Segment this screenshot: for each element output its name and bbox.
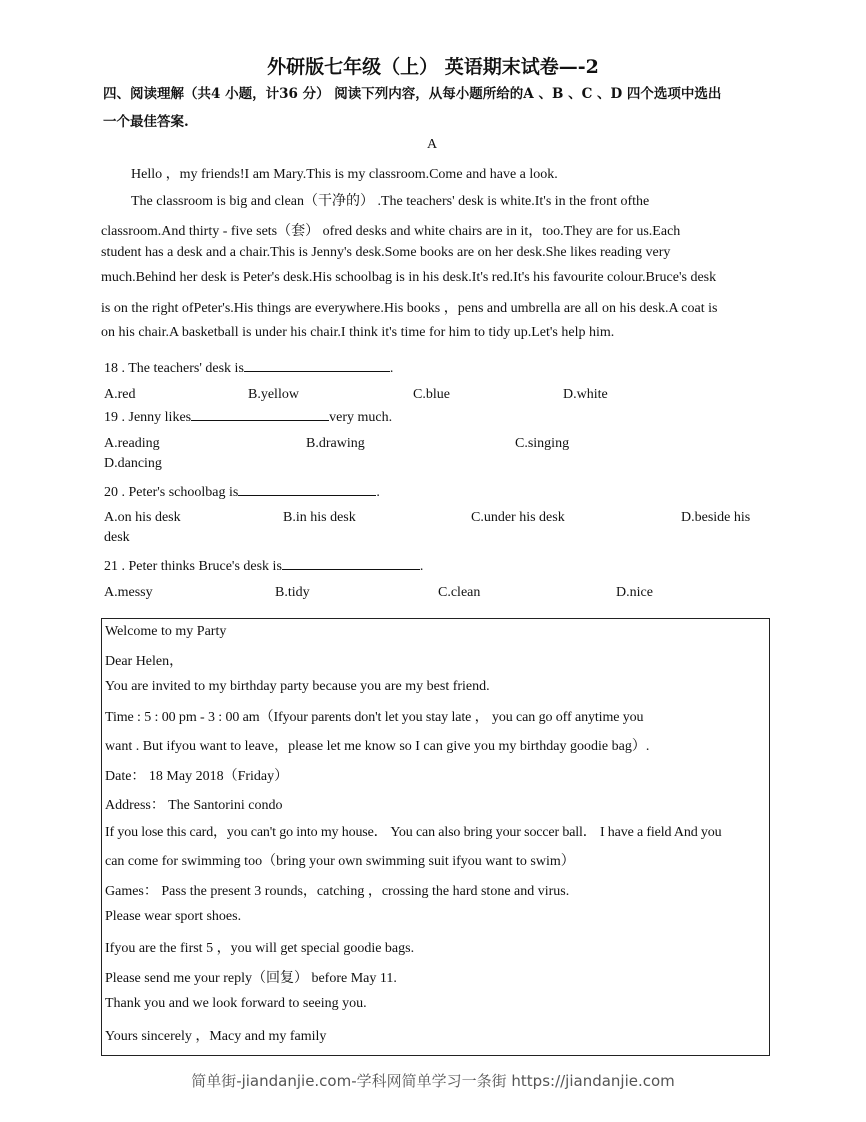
question-stem: 19 . Jenny likes xyxy=(104,410,192,425)
question-21: 21 . Peter thinks Bruce's desk is . xyxy=(104,559,424,574)
invitation-line: You are invited to my birthday party because you are my best friend. xyxy=(105,679,490,694)
question-20: 20 . Peter's schoolbag is . xyxy=(104,485,380,500)
invitation-games: Games： Pass the present 3 rounds，catching ，crossing the hard stone and virus. xyxy=(105,884,570,899)
passage-line: The classroom is big and clean（干净的） .The teachers' desk is white.It's in the front ofthe xyxy=(131,194,650,209)
invitation-date: Date： 18 May 2018（Friday） xyxy=(105,769,289,784)
option-a[interactable]: A.reading xyxy=(104,436,160,451)
option-d[interactable]: D.white xyxy=(563,387,608,402)
question-stem: 21 . Peter thinks Bruce's desk is xyxy=(104,559,282,574)
invitation-address: Address： The Santorini condo xyxy=(105,798,283,813)
answer-blank[interactable] xyxy=(238,483,376,496)
invitation-line: Ifyou are the first 5 ，you will get special goodie bags. xyxy=(105,941,415,956)
passage-line: on his chair.A basketball is under his chair.I think it's time for him to tidy up.Let's help him. xyxy=(101,325,615,340)
invitation-signature: Yours sincerely ，Macy and my family xyxy=(105,1029,327,1044)
question-18: 18 . The teachers' desk is . xyxy=(104,361,394,376)
option-d-continued: desk xyxy=(104,530,130,545)
option-b[interactable]: B.yellow xyxy=(248,387,299,402)
question-stem: 20 . Peter's schoolbag is xyxy=(104,485,239,500)
option-c[interactable]: C.clean xyxy=(438,585,481,600)
invitation-heading: Welcome to my Party xyxy=(105,624,227,639)
option-a[interactable]: A.messy xyxy=(104,585,153,600)
footer-watermark: 简单街-jiandanjie.com-学科网简单学习一条街 https://jiandanjie.com xyxy=(191,1072,675,1090)
passage-line: is on the right ofPeter's.His things are everywhere.His books ，pens and umbrella are all on his desk.A coat is xyxy=(101,301,718,316)
question-stem: 18 . The teachers' desk is xyxy=(104,361,244,376)
invitation-card xyxy=(101,618,770,1056)
answer-blank[interactable] xyxy=(191,408,329,421)
invitation-time: Time : 5 : 00 pm - 3 : 00 am（Ifyour parents don't let you stay late ， you can go off anytime you xyxy=(105,710,644,725)
passage-line: student has a desk and a chair.This is Jenny's desk.Some books are on her desk.She likes reading very xyxy=(101,245,671,260)
section-instruction: 四、阅读理解（共4 小题，计36 分） 阅读下列内容，从每小题所给的A 、B 、C 、D 四个选项中选出 xyxy=(103,86,722,102)
option-a[interactable]: A.on his desk xyxy=(104,510,181,525)
invitation-line: Thank you and we look forward to seeing you. xyxy=(105,996,367,1011)
option-d[interactable]: D.nice xyxy=(616,585,653,600)
answer-blank[interactable] xyxy=(244,359,390,372)
option-a[interactable]: A.red xyxy=(104,387,136,402)
option-c[interactable]: C.singing xyxy=(515,436,570,451)
passage-label: A xyxy=(427,137,438,152)
page-title: 外研版七年级（上） 英语期末试卷—-2 xyxy=(267,56,599,78)
invitation-line: want . But ifyou want to leave，please let me know so I can give you my birthday goodie bag）. xyxy=(105,739,650,754)
invitation-line: If you lose this card，you can't go into my house． You can also bring your soccer ball． I have a field And you xyxy=(105,825,722,840)
passage-line: classroom.And thirty - five sets（套） ofred desks and white chairs are in it，too.They are for us.Each xyxy=(101,224,681,239)
answer-blank[interactable] xyxy=(282,557,420,570)
option-b[interactable]: B.tidy xyxy=(275,585,310,600)
option-c[interactable]: C.blue xyxy=(413,387,450,402)
option-b[interactable]: B.drawing xyxy=(306,436,365,451)
invitation-line: Please wear sport shoes. xyxy=(105,909,242,924)
invitation-line: Please send me your reply（回复） before May 11. xyxy=(105,971,397,986)
invitation-greeting: Dear Helen， xyxy=(105,654,184,669)
option-d[interactable]: D.beside his xyxy=(681,510,751,525)
passage-line: much.Behind her desk is Peter's desk.His schoolbag is in his desk.It's red.It's his favourite colour.Bruce's desk xyxy=(101,270,717,285)
option-c[interactable]: C.under his desk xyxy=(471,510,565,525)
option-b[interactable]: B.in his desk xyxy=(283,510,356,525)
section-instruction-cont: 一个最佳答案. xyxy=(103,114,189,130)
option-d[interactable]: D.dancing xyxy=(104,456,162,471)
question-19: 19 . Jenny likes very much. xyxy=(104,410,393,425)
passage-line: Hello ，my friends!I am Mary.This is my classroom.Come and have a look. xyxy=(131,167,558,182)
invitation-line: can come for swimming too（bring your own swimming suit ifyou want to swim） xyxy=(105,854,575,869)
